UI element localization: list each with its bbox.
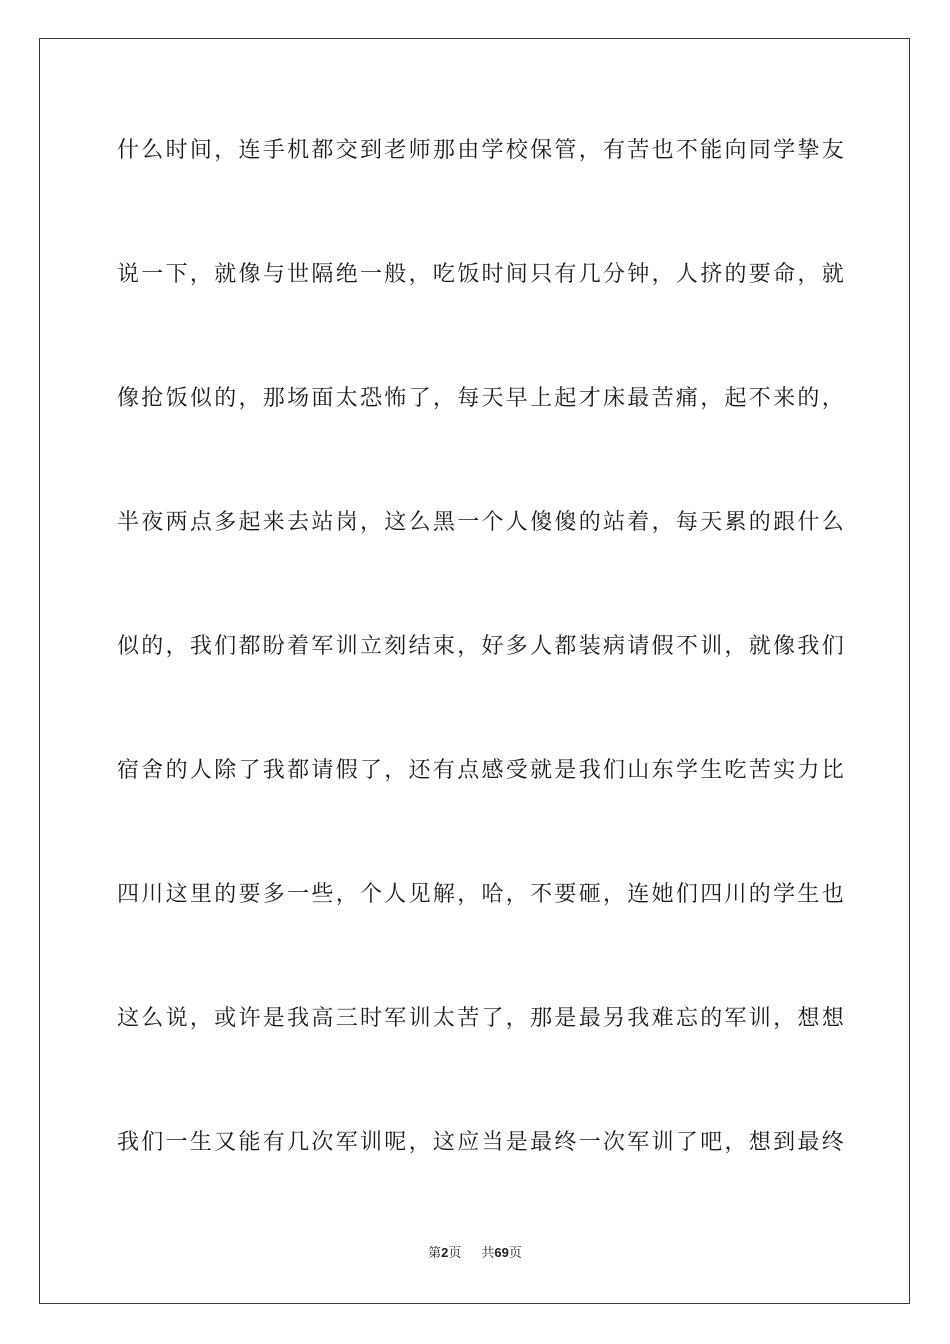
text-line-1: 什么时间，连手机都交到老师那由学校保管，有苦也不能向同学挚友 xyxy=(117,138,847,163)
total-pages-number: 69 xyxy=(494,1245,509,1260)
text-line-2: 说一下，就像与世隔绝一般，吃饭时间只有几分钟，人挤的要命，就 xyxy=(117,262,847,287)
page-footer xyxy=(0,1245,950,1262)
text-line-7: 四川这里的要多一些，个人见解，哈，不要砸，连她们四川的学生也 xyxy=(117,882,847,907)
text-line-9: 我们一生又能有几次军训呢，这应当是最终一次军训了吧，想到最终 xyxy=(117,1130,847,1155)
total-label-prefix: 共 xyxy=(481,1246,495,1261)
text-line-5: 似的，我们都盼着军训立刻结束，好多人都装病请假不训，就像我们 xyxy=(117,634,847,659)
text-line-4: 半夜两点多起来去站岗，这么黑一个人傻傻的站着，每天累的跟什么 xyxy=(117,510,847,535)
page-border xyxy=(39,38,910,1304)
page-label-suffix: 页 xyxy=(448,1246,462,1261)
current-page-number: 2 xyxy=(441,1245,449,1260)
text-line-3: 像抢饭似的，那场面太恐怖了，每天早上起才床最苦痛，起不来的， xyxy=(117,386,847,411)
text-line-6: 宿舍的人除了我都请假了，还有点感受就是我们山东学生吃苦实力比 xyxy=(117,758,847,783)
page-label-prefix: 第 xyxy=(428,1246,442,1261)
text-line-8: 这么说，或许是我高三时军训太苦了，那是最另我难忘的军训，想想 xyxy=(117,1006,847,1031)
total-label-suffix: 页 xyxy=(508,1246,522,1261)
